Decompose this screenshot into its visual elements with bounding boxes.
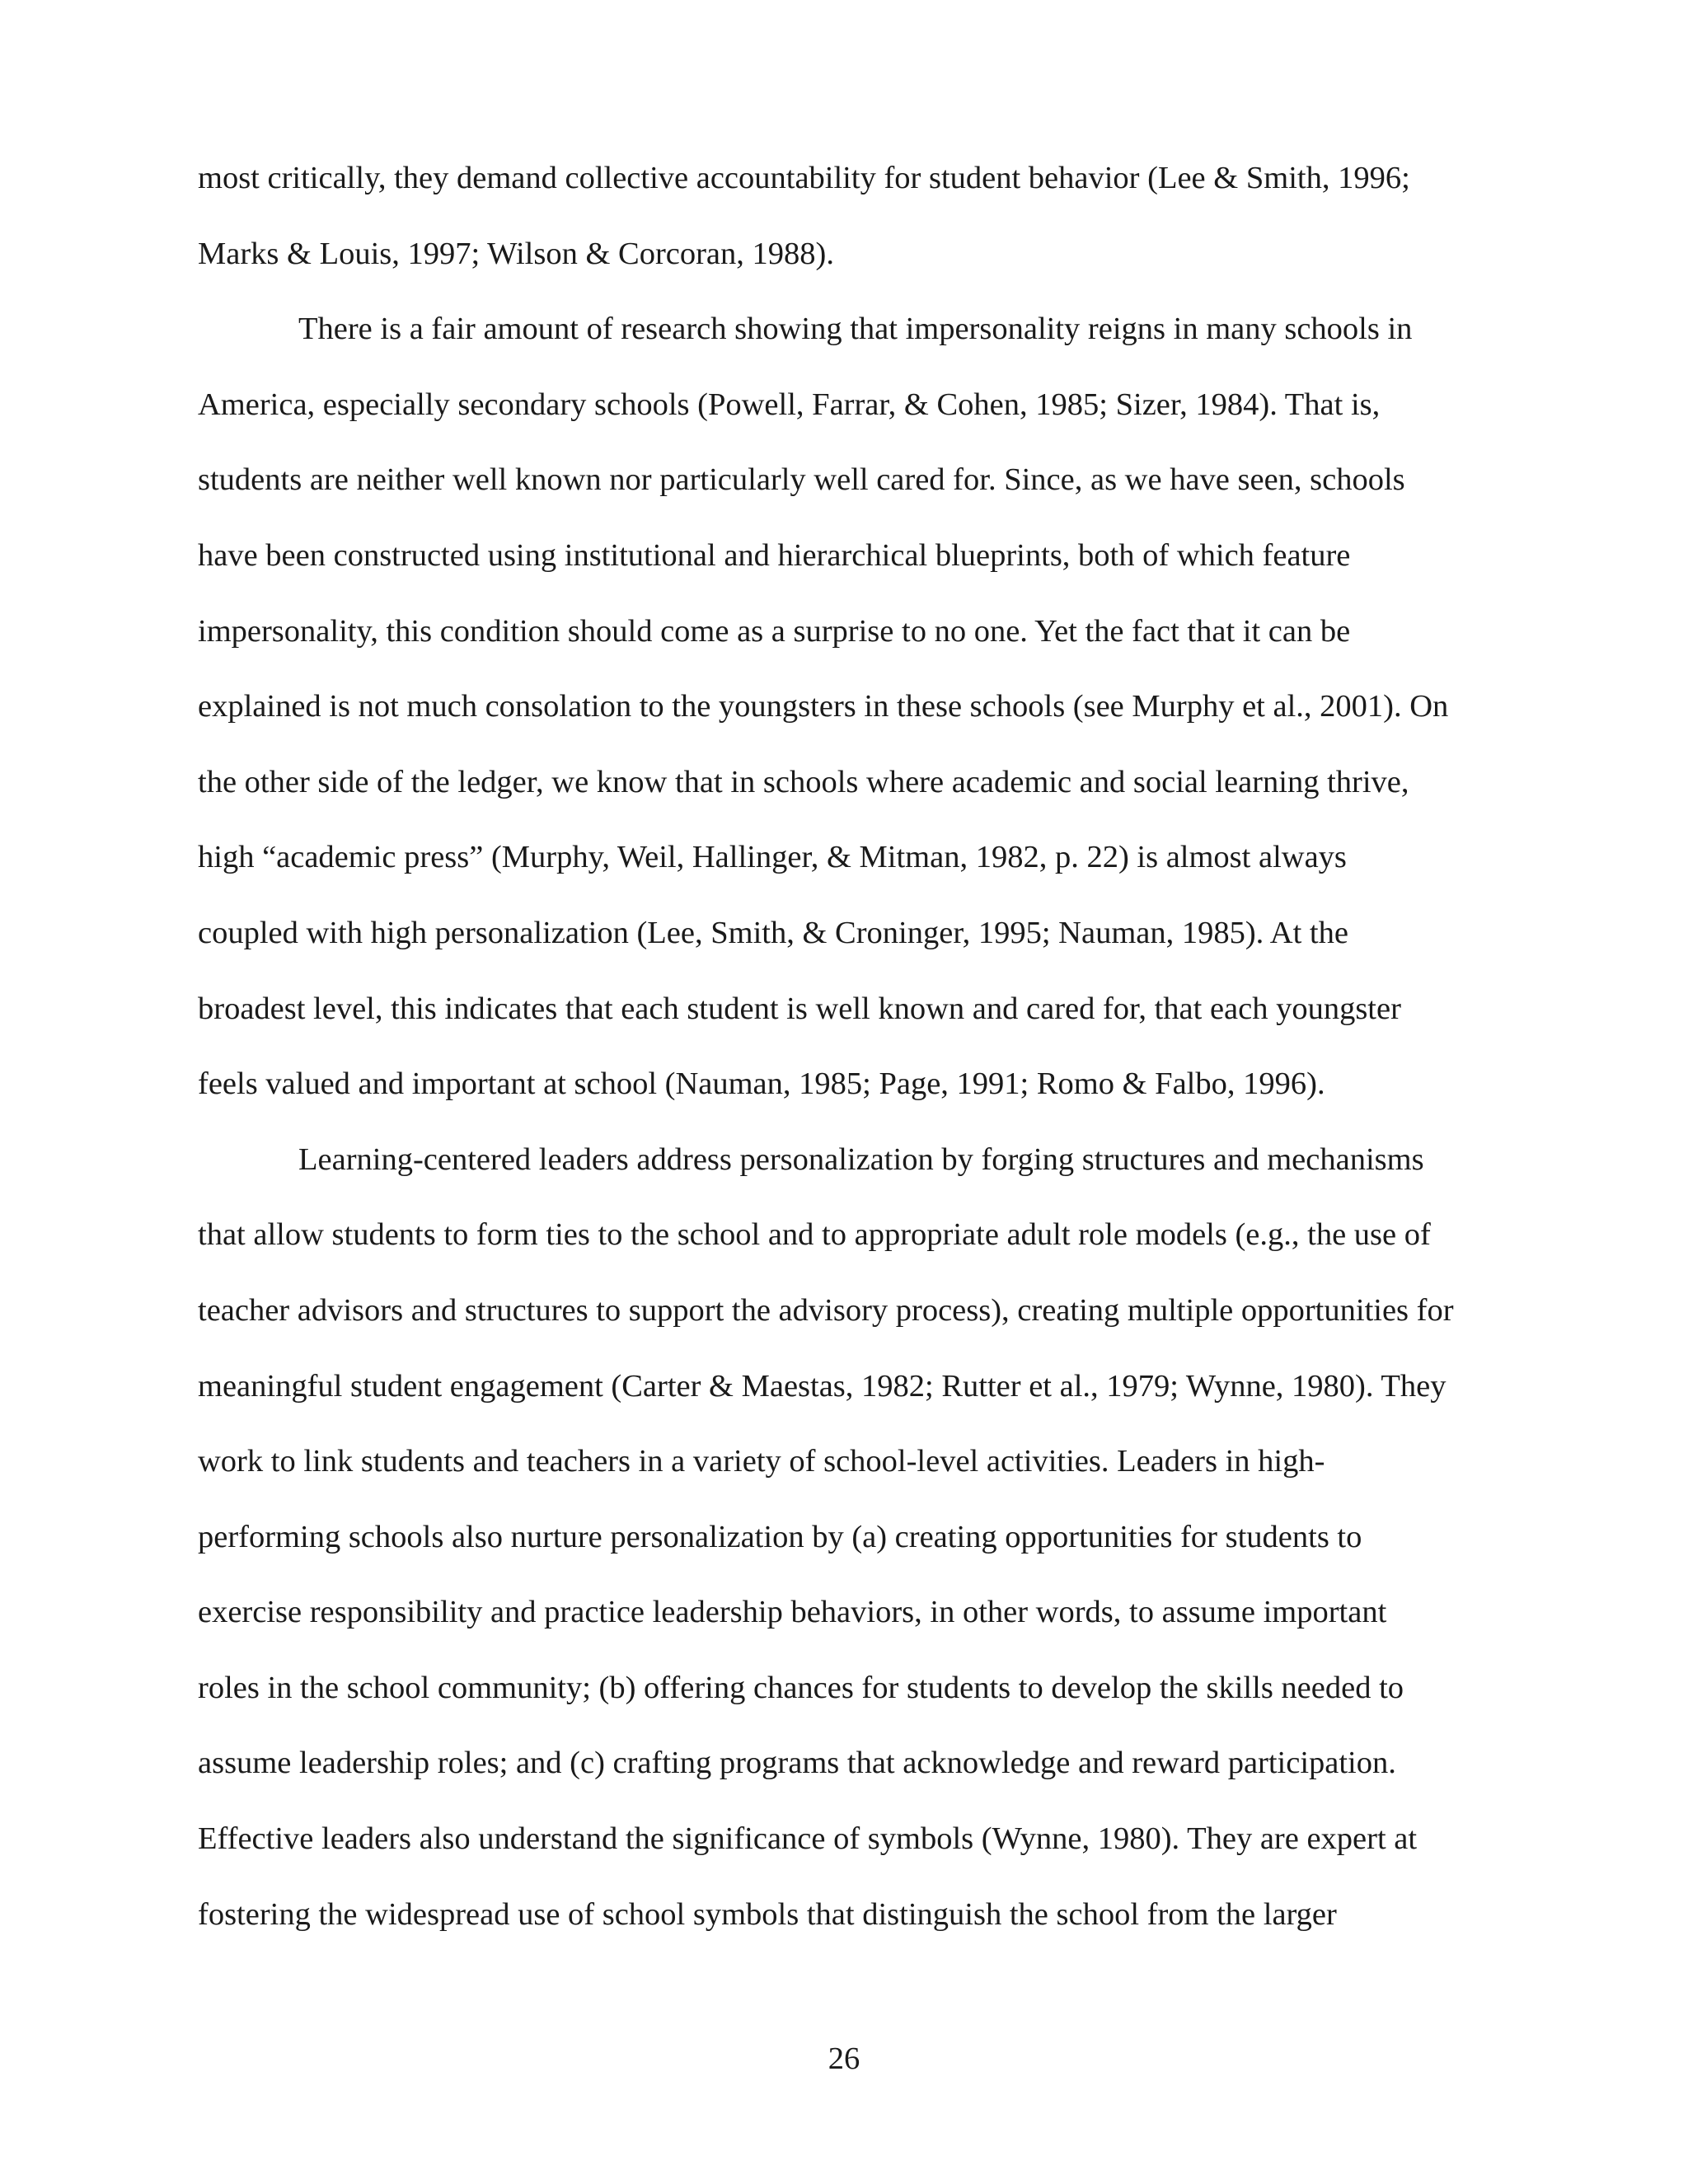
- text-line: have been constructed using institutional and hierarchical blueprints, both of which feature: [198, 537, 1351, 573]
- page-number: 26: [828, 2041, 860, 2076]
- paragraph-first-line: Learning-centered leaders address personalization by forging structures and mechanisms: [298, 1141, 1424, 1177]
- text-line: most critically, they demand collective accountability for student behavior (Lee & Smith, 1996;: [198, 161, 1410, 195]
- text-line: impersonality, this condition should come as a surprise to no one. Yet the fact that it can be: [198, 613, 1351, 649]
- text-line: Effective leaders also understand the significance of symbols (Wynne, 1980). They are expert at: [198, 1821, 1418, 1857]
- text-line: coupled with high personalization (Lee, Smith, & Croninger, 1995; Nauman, 1985). At the: [198, 915, 1348, 950]
- text-line: students are neither well known nor particularly well cared for. Since, as we have seen, schools: [198, 462, 1405, 498]
- text-line: that allow students to form ties to the school and to appropriate adult role models (e.g., the use of: [198, 1217, 1431, 1253]
- text-line: fostering the widespread use of school symbols that distinguish the school from the larger: [198, 1896, 1337, 1932]
- body-text: [198, 155, 1508, 1966]
- text-line: exercise responsibility and practice leadership behaviors, in other words, to assume important: [198, 1595, 1387, 1630]
- text-line: high “academic press” (Murphy, Weil, Hallinger, & Mitman, 1982, p. 22) is almost always: [198, 840, 1347, 875]
- text-line: roles in the school community; (b) offering chances for students to develop the skills needed to: [198, 1670, 1404, 1705]
- text-line: feels valued and important at school (Nauman, 1985; Page, 1991; Romo & Falbo, 1996).: [198, 1066, 1325, 1102]
- text-line: Marks & Louis, 1997; Wilson & Corcoran, 1988).: [198, 236, 834, 271]
- paragraph-first-line: There is a fair amount of research showing that impersonality reigns in many schools in: [298, 312, 1413, 347]
- text-line: America, especially secondary schools (Powell, Farrar, & Cohen, 1985; Sizer, 1984). That is,: [198, 387, 1381, 422]
- text-line: assume leadership roles; and (c) crafting programs that acknowledge and reward participation.: [198, 1746, 1396, 1781]
- text-line: meaningful student engagement (Carter & Maestas, 1982; Rutter et al., 1979; Wynne, 1980). They: [198, 1368, 1447, 1404]
- text-line: teacher advisors and structures to support the advisory process), creating multiple opportunities for: [198, 1292, 1454, 1328]
- text-line: explained is not much consolation to the youngsters in these schools (see Murphy et al., 2001). On: [198, 689, 1449, 724]
- text-line: the other side of the ledger, we know that in schools where academic and social learning thrive,: [198, 764, 1409, 799]
- text-line: broadest level, this indicates that each student is well known and cared for, that each youngster: [198, 991, 1401, 1026]
- text-line: work to link students and teachers in a variety of school-level activities. Leaders in high-: [198, 1444, 1325, 1479]
- text-line: performing schools also nurture personalization by (a) creating opportunities for students to: [198, 1519, 1362, 1554]
